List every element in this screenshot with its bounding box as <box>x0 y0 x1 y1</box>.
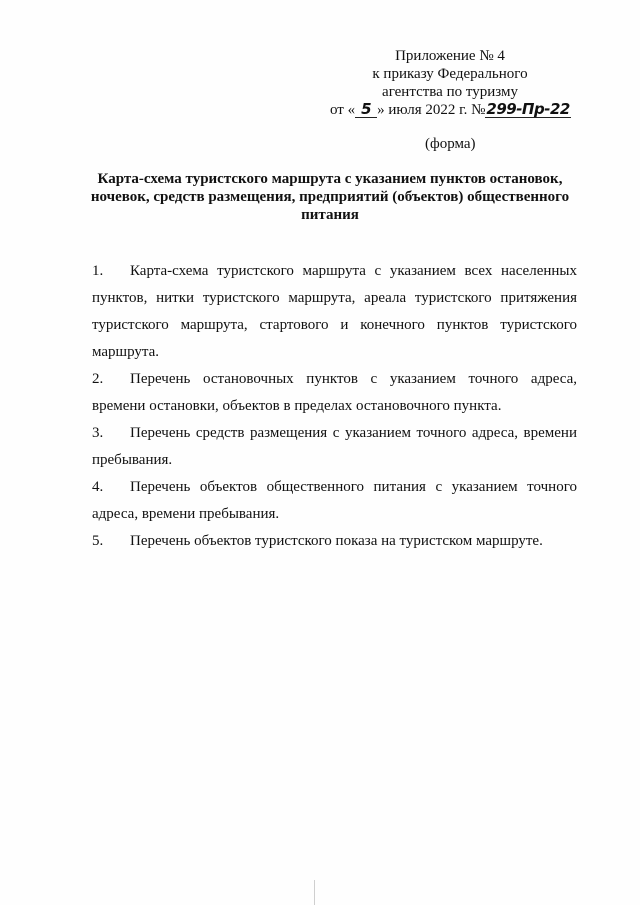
list-item <box>92 420 577 474</box>
list-item <box>92 258 577 366</box>
appendix-header <box>330 47 570 119</box>
list-item <box>92 366 577 420</box>
handwritten-day: 5 <box>355 101 377 118</box>
handwritten-order-number: 299-Пр-22 <box>486 100 570 118</box>
item-number: 3. <box>92 425 104 441</box>
order-reference: к приказу Федерального <box>372 66 528 82</box>
item-number: 2. <box>92 371 104 387</box>
content-list <box>92 258 577 555</box>
form-label: (форма) <box>425 136 476 152</box>
item-text: Перечень остановочных пунктов с указанием точного адреса, времени остановки, объектов в пределах остановочного пункта. <box>92 371 577 414</box>
date-month-year: » июля 2022 г. № <box>377 102 486 118</box>
item-number: 1. <box>92 263 104 279</box>
document-title: Карта-схема туристского маршрута с указанием пунктов остановок, ночевок, средств размещения, предприятий (объектов) общественного питания <box>90 171 570 223</box>
date-prefix: от « <box>330 102 356 118</box>
order-date-line <box>330 100 570 119</box>
item-text: Карта-схема туристского маршрута с указанием всех населенных пунктов, нитки туристского маршрута, ареала туристского притяжения туристского маршрута, стартового и конечного пунктов туристского маршрута. <box>92 263 577 360</box>
item-text: Перечень средств размещения с указанием точного адреса, времени пребывания. <box>92 425 577 468</box>
item-text: Перечень объектов туристского показа на туристском маршруте. <box>130 533 543 549</box>
list-item <box>92 528 577 555</box>
agency-name: агентства по туризму <box>382 84 518 100</box>
appendix-number: Приложение № 4 <box>395 48 505 64</box>
item-number: 5. <box>92 533 104 549</box>
item-text: Перечень объектов общественного питания с указанием точного адреса, времени пребывания. <box>92 479 577 522</box>
list-item <box>92 474 577 528</box>
item-number: 4. <box>92 479 104 495</box>
scan-edge-line <box>314 880 315 905</box>
